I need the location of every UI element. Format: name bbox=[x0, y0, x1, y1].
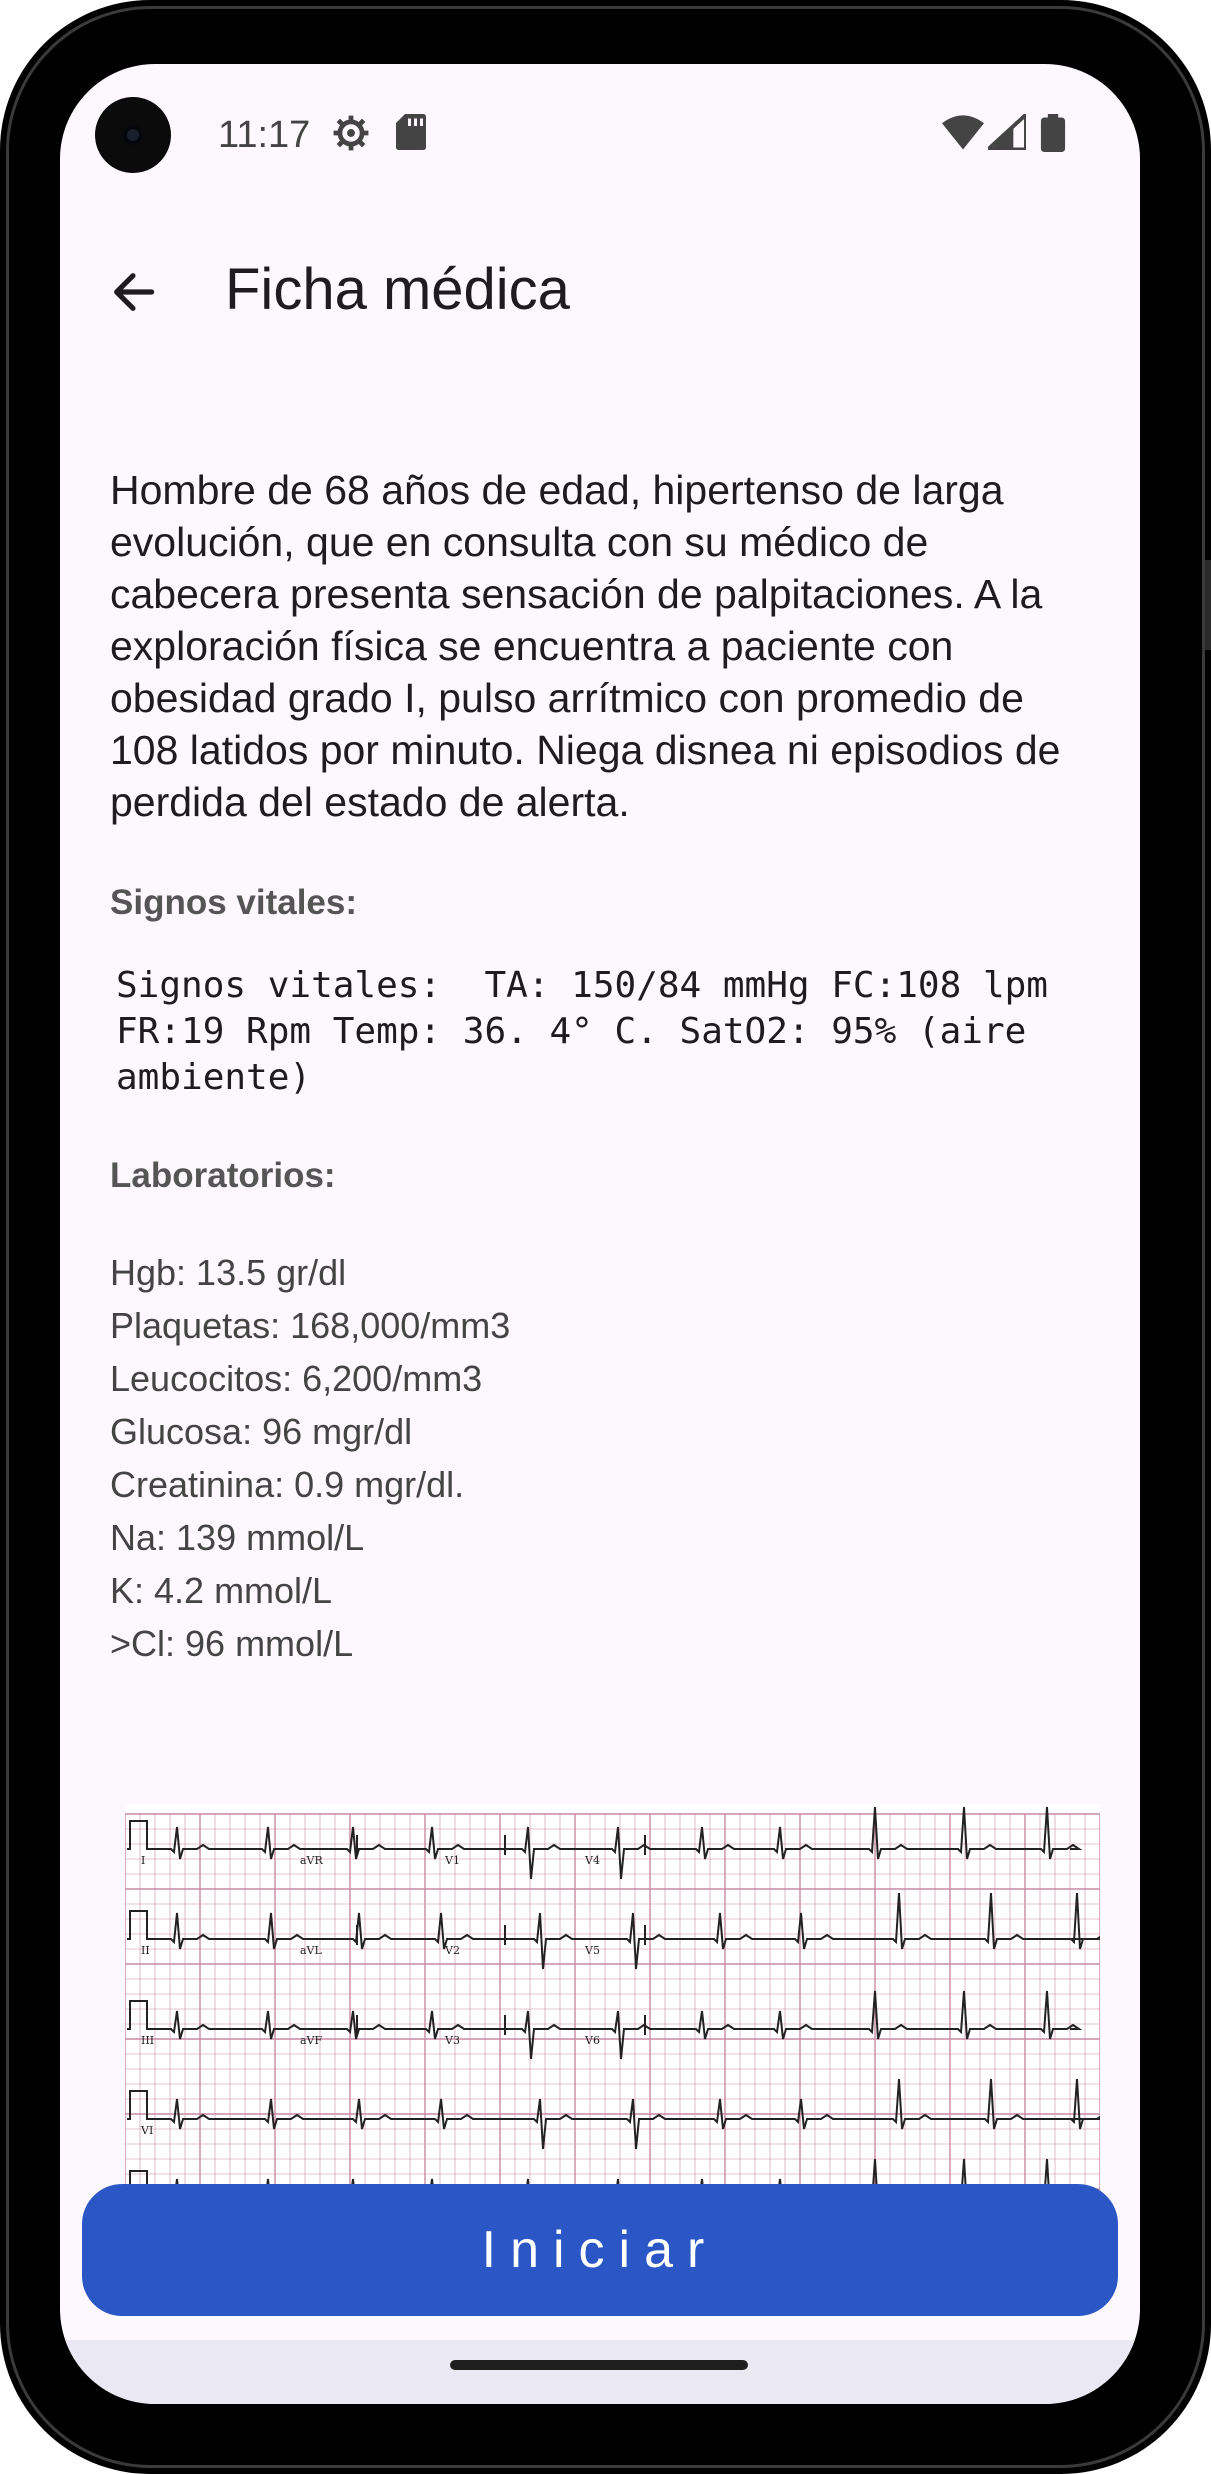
ecg-lead-label: V2 bbox=[445, 1944, 460, 1957]
cell-signal-icon bbox=[988, 114, 1026, 150]
ecg-lead-label: aVR bbox=[300, 1854, 323, 1867]
ecg-lead-label: V1 bbox=[445, 1854, 460, 1867]
page-title: Ficha médica bbox=[225, 257, 570, 322]
medical-record-content bbox=[110, 464, 1100, 1670]
lab-item: >Cl: 96 mmol/L bbox=[110, 1623, 354, 1664]
home-gesture-pill[interactable] bbox=[450, 2360, 748, 2370]
front-camera bbox=[95, 97, 171, 173]
top-app-bar bbox=[60, 224, 1140, 354]
lab-item: Na: 139 mmol/L bbox=[110, 1517, 365, 1558]
wifi-icon bbox=[942, 114, 984, 150]
labs-list bbox=[110, 1246, 1100, 1670]
lab-item: Hgb: 13.5 gr/dl bbox=[110, 1252, 347, 1293]
ecg-lead-label: aVL bbox=[300, 1944, 322, 1957]
back-arrow-icon[interactable] bbox=[105, 264, 161, 320]
ecg-lead-label: V3 bbox=[445, 2034, 460, 2047]
ecg-lead-label: I bbox=[141, 1854, 146, 1867]
ecg-lead-label: V5 bbox=[585, 1944, 600, 1957]
status-bar bbox=[60, 64, 1140, 204]
case-description: Hombre de 68 años de edad, hipertenso de larga evolución, que en consulta con su médico de cabecera presenta sensación de palpitaciones. A la exploración física se encuentra a paciente con obesidad grado I, pulso arrítmico con promedio de 108 latidos por minuto. Niega disnea ni episodios de perdida del estado de alerta. bbox=[110, 467, 1061, 825]
settings-gear-icon bbox=[332, 114, 370, 152]
lab-item: Plaquetas: 168,000/mm3 bbox=[110, 1305, 511, 1346]
labs-heading: Laboratorios: bbox=[110, 1156, 336, 1195]
start-button[interactable]: Iniciar bbox=[82, 2184, 1118, 2316]
ecg-lead-label: V6 bbox=[585, 2034, 600, 2047]
ecg-lead-label: aVF bbox=[300, 2034, 323, 2047]
ecg-lead-label: VI bbox=[141, 2124, 154, 2137]
ecg-lead-label: V4 bbox=[585, 1854, 600, 1867]
lab-item: Leucocitos: 6,200/mm3 bbox=[110, 1358, 483, 1399]
lab-item: Creatinina: 0.9 mgr/dl. bbox=[110, 1464, 465, 1505]
lab-item: Glucosa: 96 mgr/dl bbox=[110, 1411, 413, 1452]
gesture-navigation-bar bbox=[60, 2340, 1140, 2404]
ecg-image bbox=[125, 1804, 1100, 2204]
lab-item: K: 4.2 mmol/L bbox=[110, 1570, 333, 1611]
battery-icon bbox=[1040, 114, 1066, 152]
ecg-lead-label: II bbox=[141, 1944, 150, 1957]
vitals-heading: Signos vitales: bbox=[110, 883, 358, 922]
vitals-text: Signos vitales: TA: 150/84 mmHg FC:108 lpm FR:19 Rpm Temp: 36. 4° C. SatO2: 95% (aire ambiente) bbox=[116, 965, 1070, 1098]
screen bbox=[60, 64, 1140, 2404]
ecg-lead-label: III bbox=[141, 2034, 155, 2047]
side-button bbox=[1205, 560, 1211, 650]
sd-card-icon bbox=[396, 114, 426, 150]
ecg-tracing bbox=[125, 1804, 1100, 2204]
status-time: 11:17 bbox=[218, 114, 311, 156]
